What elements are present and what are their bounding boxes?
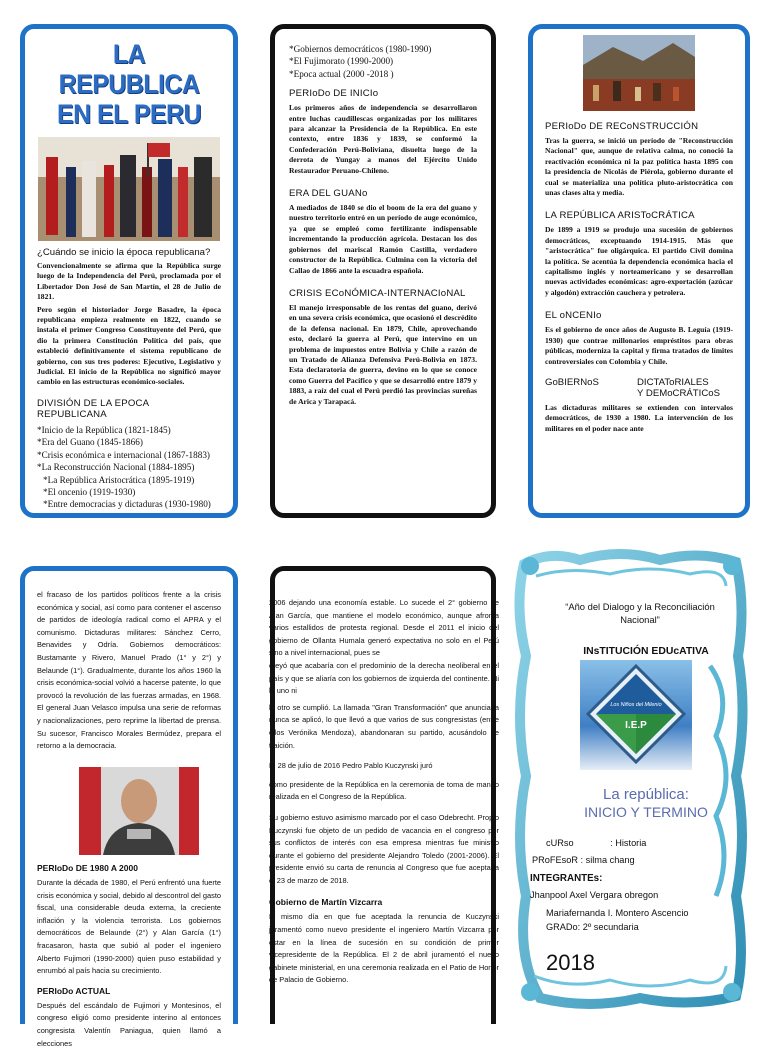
section-heading-gobiernos: GoBIERNoS DICTAToRIALES Y DEMoCRÁTICoS: [545, 376, 720, 399]
panel-intro: [20, 24, 238, 518]
period-list: [289, 43, 477, 80]
current-text-4: El 28 de julio de 2016 Pedro Pablo Kuczynski juró: [269, 761, 433, 771]
curso-row: cURso : Historia: [546, 838, 647, 848]
list-item: *Epoca actual (2000 -2018 ): [289, 68, 394, 79]
section-heading-aristocratica: LA REPÚBLICA ARISToCRÁTICA: [545, 210, 695, 222]
current-text-3: lo otro se cumplió. La llamada "Gran Transformación" que anunciaba nunca se aplicó, lo que llevó a que varios de sus congresistas (entre ellos Verónika Mendoza), abandonaran su partido, acusándolo de traición.: [269, 702, 499, 750]
member-2: Mariafernanda I. Montero Ascencio: [546, 908, 689, 918]
section-text-1980: Durante la década de 1980, el Perú enfrentó una fuerte crisis económica y social, debido al descontrol del gasto fiscal, una considerable deuda externa, la creciente inflación y la violencia terrorista. Los gobiernos democráticos de Belaunde (2°) y Alan García (1°) fracasaron, hasta que subió al poder el ingeniero Alberto Fujimori (1990-2000) quien puso estabilidad y enrumbó al país hacia su crecimiento.: [37, 878, 221, 976]
institution-label: INsTITUCIÓN EDUcATIVA: [583, 646, 709, 657]
logo-abbr: I.E.P: [625, 720, 647, 731]
list-item: *Crisis económica e internacional (1867-1883): [37, 449, 210, 460]
section-text-inicio: Los primeros años de independencia se desarrollaron entre luchas caudillescas organizadas por los militares para alcanzar la Presidencia de la República. En este contexto, entre 1836 y 1839, se conformó la Confederación Perú-Boliviana, disuelta luego de la derrota de Yungay a manos del Ejército Unido Restaurador Peruano-Chileno.: [289, 103, 477, 175]
section-text-reconstruccion: Tras la guerra, se inició un período de "Reconstrucción Nacional" que, aunque de relativa calma, no conoció la reactivación económica ni la paz política hasta 1895 con la presidencia de Nicolás de Piérola, gobierno durante el cual se materializa una política pluto-aristocrática con unas clases alta y media.: [545, 136, 733, 198]
panel-current: [269, 566, 499, 1024]
profesor-row: PRoFEsoR : silma chang: [532, 855, 635, 865]
painting-independence: [38, 137, 220, 241]
list-item: *Gobiernos democráticos (1980-1990): [289, 44, 432, 54]
list-item: *La República Aristocrática (1895-1919): [43, 474, 195, 485]
current-text-7: El mismo día en que fue aceptada la renuncia de Kuczynski juramentó como nuevo presidente el ingeniero Martín Vizcarra por estar en la línea de sucesión en su condición de primer vicepresidente de la República. El 2 de abril juramentó el nuevo gabinete ministerial, en una ceremonia realizada en el Patio de Honor de Palacio de Gobierno.: [269, 912, 499, 985]
list-item: *Inicio de la República (1821-1845): [37, 424, 171, 435]
division-list: [37, 424, 221, 511]
motto-text: “Año del Dialogo y la Reconciliación Nacional”: [565, 601, 715, 625]
portrait-velasco: [79, 767, 199, 855]
section-heading-vizcarra: Gobierno de Martín Vizcarra: [269, 897, 383, 908]
section-text-gobiernos: Las dictaduras militares se extienden con intervalos democráticos, de 1930 a 1980. La intervención de los militares en el poder nace ante: [545, 402, 733, 433]
painting-landscape: [583, 35, 695, 111]
list-item: *El oncenio (1919-1930): [43, 486, 136, 497]
panel-dictatorships: [20, 566, 238, 1048]
section-heading-inicio: PERIoDo DE INICIo: [289, 88, 379, 100]
section-heading-guano: ERA DEL GUANo: [289, 188, 368, 200]
current-text-6: Su gobierno estuvo asimismo marcado por el caso Odebrecht. Propio Kuczynski fue objeto de un pedido de vacancia en el congreso por sus conflictos de interés con esa empresa mientras fue ministro durante el gobierno del presidente Alejandro Toledo (2001-2006). El presidente envió su carta de renuncia al Congreso que fue aceptada el 23 de marzo de 2018.: [269, 812, 499, 885]
section-heading-crisis: CRISIS ECoNÓMICA-INTERNACIoNAL: [289, 287, 466, 299]
section-text-actual: Después del escándalo de Fujimori y Montesinos, el congreso eligió como presidente interino al entonces congresista Valentín Paniagua, quien llamó a elecciones: [37, 1000, 221, 1048]
dictatorship-text: el fracaso de los partidos políticos frente a la crisis económica y social, así como para contener el ascenso de partidos de ideología radical como el APRA y el comunismo. Dictaduras militares: Sánchez Cerro, Benavides y Odría. Gobiernos democráticos: Bustamante y Rivero, Manuel Prado (1° y 2°) y Belaunde (1°). Gradualmente, durante los años 1960 la crisis económica-social volvió a hacerse patente, lo que provocó la revolución de las fuerzas armadas, en 1968. El general Juan Velasco impulsa una serie de reformas y nacionalizaciones, pero reprime la libertad de prensa. Su sucesor, Francisco Morales Bermúdez, prepara el retorno a la democracia.: [37, 590, 221, 751]
grado-row: GRADo: 2º secundaria: [546, 922, 639, 932]
section-text-guano: A mediados de 1840 se dio el boom de la era del guano y nuestro territorio entró en un período de auge económico, ya que se empleó como fertilizante indispensable incrementando la producción agrícola. Destacan los dos gobiernos del mariscal Ramón Castilla, verdadero constructor de la República. Culmina con la victoria del Callao de 1866 ante la escuadra española.: [289, 203, 477, 275]
intro-paragraph-1: Convencionalmente se afirma que la República surge luego de la Independencia del Perú, proclamada por el Libertador Don José de San Martín, el 28 de Julio de 1821.: [37, 261, 221, 302]
intro-paragraph-2: Pero según el historiador Jorge Basadre, la época republicana empieza realmente en 1822, cuando se instala el primer Congreso Constituyente del Perú, que dio la primera Constitución Política del país, que estableció definitivamente el sistema republicano de gobierno, con sus tres poderes: Ejecutivo, Legislativo y Judicial. El inicio de la República no significó mayor cambio en las estructuras económico-sociales.: [37, 304, 221, 387]
section-text-oncenio: Es el gobierno de once años de Augusto B. Leguía (1919-1930) que contrae millonarios empréstitos para obras públicas, moderniza la capital y firma tratados de límites controversiales con Colombia y Chile.: [545, 325, 733, 366]
list-item: *El Fujimorato (1990-2000): [289, 56, 394, 67]
panel-periods: [270, 24, 496, 518]
list-item: *Era del Guano (1845-1866): [37, 437, 143, 448]
section-heading-actual: PERIoDo ACTUAL: [37, 985, 111, 996]
current-text-5: como presidente de la República en la ceremonia de toma de mando realizada en el Congreso de la República.: [269, 779, 499, 802]
division-heading: DIVISIÓN DE LA EPOCA REPUBLICANA: [37, 397, 149, 420]
section-text-aristocratica: De 1899 a 1919 se produjo una sucesión de gobiernos democráticos, exceptuando 1914-1915. Más que "aristocrática" fue oligárquica. El partido Civil domina la política. Se acentúa la dependencia económica hacia el capitalismo inglés y norteamericano y se desarrollan nuevas actividades económicas: agro-exportación (azúcar y algodón) extracción cauchera y petrolera.: [545, 225, 733, 297]
section-heading-reconstruccion: PERIoDo DE RECoNSTRUCCIÓN: [545, 121, 699, 132]
section-heading-oncenio: EL oNCENIo: [545, 310, 602, 322]
subject-title: La república: INICIO Y TERMINO: [584, 786, 708, 820]
year-label: 2018: [546, 950, 595, 975]
current-text-2: creyó que acabaría con el predominio de la derecha neoliberal en el país y que se aliaría con los gobiernos de izquierda del continente. Ni lo uno ni: [269, 660, 499, 696]
integrantes-label: INTEGRANTEs:: [530, 873, 603, 884]
section-text-crisis: El manejo irresponsable de los rentas del guano, derivó en una severa crisis económica, que ocasionó el descrédito de la defensa nacional. En 1879, Chile, aprovechando esto, declaró la guerra al Perú, que intervino en un problema de impuestos entre Bolivia y Chile a razón de un Tratado de Alianza Defensiva Perú-Bolivia en 1873. Esta declaratoria de guerra, devino en lo que se conoce como Guerra del Pacífico y que se desarrolló entre 1879 y 1883, a raíz del cual el Perú perdió las provincias sureñas de Arica y Tarapacá.: [289, 302, 477, 406]
logo-text: Los Niños del Milenio: [610, 702, 662, 708]
list-item: *La Reconstrucción Nacional (1884-1895): [37, 462, 195, 473]
section-heading-1980: PERIoDo DE 1980 A 2000: [37, 863, 138, 873]
current-text-1: 2006 dejando una economía estable. Lo sucede el 2° gobierno de Alan García, que mantiene el modelo económico, aunque afronta varios estallidos de protesta regional. Desde el 2011 el inicio del gobierno de Ollanta Humala generó expectativa no solo en el Perú sino a nivel internacional, pues se: [269, 598, 499, 658]
question-heading: ¿Cuándo se inicio la época republicana?: [37, 247, 211, 258]
panel-reconstruction: [528, 24, 750, 518]
member-1: Jhanpool Axel Vergara obregon: [530, 890, 659, 900]
school-logo: [580, 660, 692, 770]
page-title: LA REPUBLICA EN EL PERU: [56, 39, 202, 129]
list-item: *Entre democracias y dictaduras (1930-1980): [43, 499, 211, 510]
panel-cover: [506, 542, 760, 1018]
